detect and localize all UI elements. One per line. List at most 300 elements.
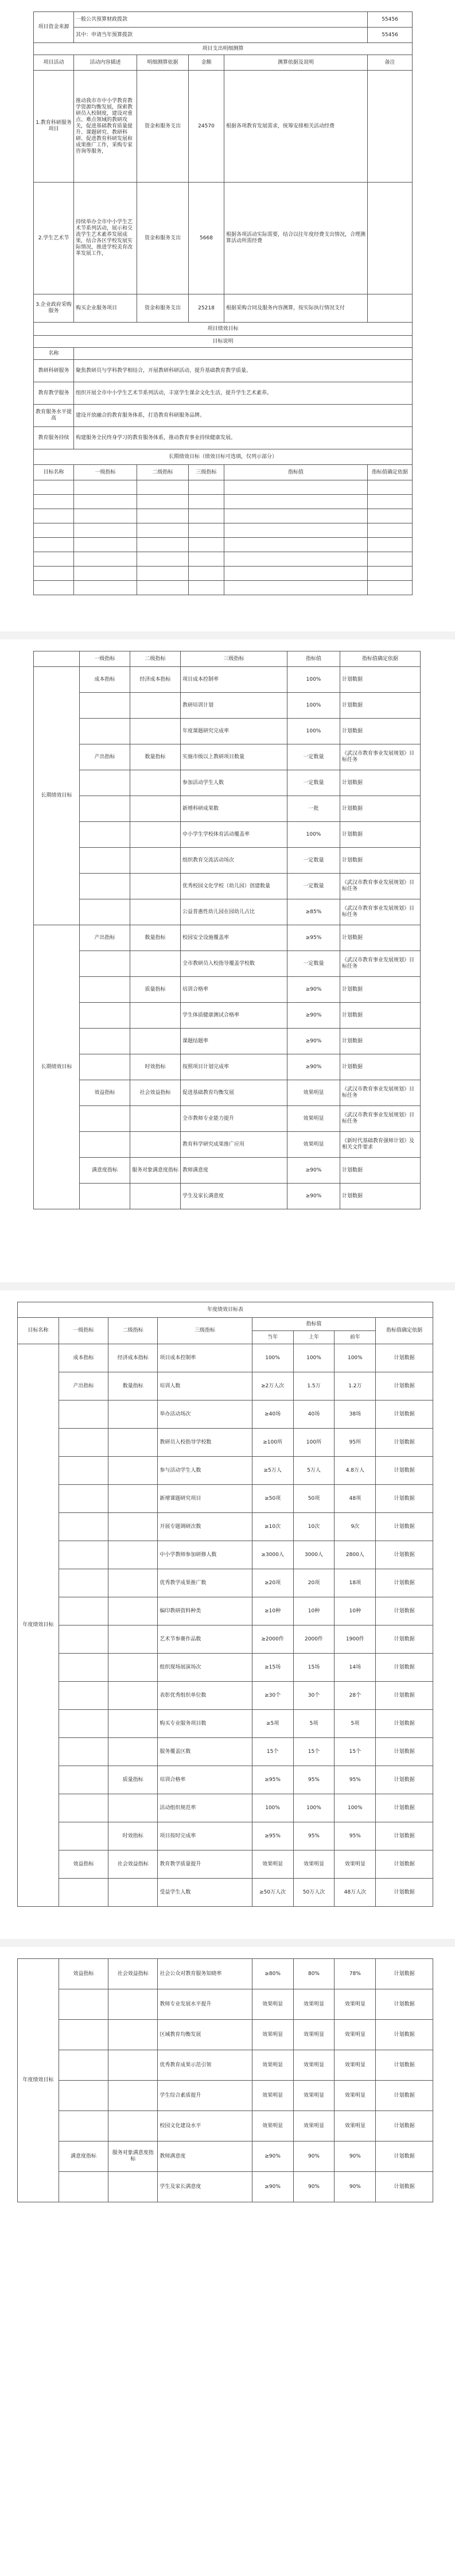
indicator-basis: 《武汉市教育事业发展规划》目标任务 [340, 899, 421, 925]
activity-description: 推动我市市中小学教育教学资源均衡发展，探索教研员入校制度，建设对重点、难点领域的教研攻关，促进基础教育质量提升、课题研究、教研科研、促进教育科研发展和成果推广工作，采购专家咨询等服务， [74, 71, 137, 183]
kpi-row [34, 1158, 421, 1184]
target-name: 教育服务水平提高 [34, 405, 74, 427]
level3-indicator: 新增科研成果数 [181, 796, 287, 822]
table-cell [137, 538, 189, 552]
indicator-value: ≥90% [287, 1184, 340, 1209]
level2-indicator [130, 770, 181, 796]
table-cell [74, 348, 413, 360]
indicator-value: 效果明显 [293, 2111, 335, 2142]
level2-indicator [108, 2111, 158, 2142]
column-header: 测算依据及说明 [224, 55, 368, 71]
column-header: 指标值确定依据 [376, 1318, 433, 1344]
kpi-row [18, 1654, 433, 1682]
table-cell [189, 538, 224, 552]
header-row [34, 348, 413, 360]
indicator-value: 效果明显 [335, 2111, 376, 2142]
level3-indicator: 学生体质健康测试合格率 [181, 1003, 287, 1029]
long-term-kpi-table [33, 651, 421, 1209]
level2-indicator [108, 1513, 158, 1541]
indicator-value: 48万人次 [335, 1879, 376, 1907]
indicator-value: 80% [293, 1959, 335, 1989]
kpi-row [34, 1132, 421, 1158]
indicator-basis: 计划数据 [376, 1766, 433, 1794]
level1-indicator [59, 1682, 108, 1710]
table-cell [74, 538, 137, 552]
level3-indicator: 社会公众对教育服务知晓率 [158, 1959, 252, 1989]
kpi-row [34, 667, 421, 693]
level3-indicator: 举办活动场次 [158, 1400, 252, 1429]
level2-indicator: 时效指标 [108, 1822, 158, 1850]
indicator-value: 效果明显 [287, 1106, 340, 1132]
indicator-value: ≥95% [252, 1766, 293, 1794]
kpi-row [18, 1682, 433, 1710]
level3-indicator: 活动组织规范率 [158, 1794, 252, 1822]
kpi-row [18, 1597, 433, 1625]
indicator-value: ≥95% [287, 925, 340, 951]
indicator-value: 效果明显 [287, 1080, 340, 1106]
kpi-row [18, 1344, 433, 1372]
kpi-row [34, 848, 421, 874]
level2-indicator [130, 719, 181, 744]
level2-indicator [108, 1738, 158, 1766]
column-header: 三级指标 [158, 1318, 252, 1344]
kpi-row [18, 2081, 433, 2111]
level1-indicator [80, 874, 130, 899]
table-cell [368, 581, 413, 595]
level3-indicator: 按照项目计划完成率 [181, 1054, 287, 1080]
activity-basis: 资金和服务支出 [137, 294, 189, 323]
level3-indicator: 优秀校园文化学校（幼儿园）创建数量 [181, 874, 287, 899]
indicator-value: 9次 [335, 1513, 376, 1541]
kpi-row [18, 1513, 433, 1541]
level2-indicator: 社会效益指标 [108, 1959, 158, 1989]
level2-indicator: 数量指标 [130, 925, 181, 951]
column-header: 明细测算依据 [137, 55, 189, 71]
indicator-value: ≥15场 [252, 1654, 293, 1682]
level1-indicator [80, 770, 130, 796]
indicator-basis: 计划数据 [340, 1003, 421, 1029]
table-cell [224, 523, 368, 538]
page-4 [0, 1947, 455, 2576]
kpi-note: 长期绩效目标（绩效目标可选填，仅列示部分） [34, 449, 413, 465]
level1-indicator [80, 1184, 130, 1209]
fund-value: 55456 [368, 28, 413, 43]
table-cell [224, 509, 368, 523]
activity-note [368, 71, 413, 183]
kpi-row [18, 1989, 433, 2020]
level3-indicator: 参加活动学生人数 [181, 770, 287, 796]
table-cell [137, 495, 189, 509]
indicator-value: 100% [335, 1344, 376, 1372]
kpi-row [34, 925, 421, 951]
level2-indicator [130, 1029, 181, 1054]
indicator-value: 3000人 [293, 1541, 335, 1569]
level3-indicator: 教师满意度 [181, 1158, 287, 1184]
indicator-value: 效果明显 [293, 1850, 335, 1879]
indicator-value: 效果明显 [293, 2020, 335, 2050]
level1-indicator [80, 1054, 130, 1080]
indicator-value: 效果明显 [293, 1989, 335, 2020]
table-cell [74, 480, 137, 495]
level2-indicator [108, 2020, 158, 2050]
kpi-row [34, 1080, 421, 1106]
kpi-row [34, 1003, 421, 1029]
column-subheader: 当年 [252, 1331, 293, 1344]
level1-indicator [59, 1541, 108, 1569]
table-cell [34, 523, 74, 538]
indicator-basis: 计划数据 [376, 1457, 433, 1485]
level3-indicator: 课题结题率 [181, 1029, 287, 1054]
indicator-value: ≥90% [252, 2172, 293, 2202]
indicator-value: 78% [335, 1959, 376, 1989]
level2-indicator [108, 1989, 158, 2020]
kpi-row [18, 2020, 433, 2050]
level2-indicator: 服务对象满意度指标 [108, 2142, 158, 2172]
level2-indicator [108, 1400, 158, 1429]
level3-indicator: 公益普惠性幼儿园在园幼儿占比 [181, 899, 287, 925]
kpi-row [18, 1879, 433, 1907]
indicator-basis: 计划数据 [376, 1541, 433, 1569]
level2-indicator: 质量指标 [130, 977, 181, 1003]
level2-indicator: 服务对象满意度指标 [130, 1158, 181, 1184]
target-name: 教研科研服务 [34, 360, 74, 382]
column-header: 二级指标 [137, 465, 189, 480]
header-row [34, 465, 413, 480]
indicator-value: 1900件 [335, 1625, 376, 1654]
indicator-basis: 计划数据 [376, 1989, 433, 2020]
indicator-value: 效果明显 [335, 1850, 376, 1879]
level2-indicator: 经济成本指标 [108, 1344, 158, 1372]
table-cell [368, 509, 413, 523]
level2-indicator [108, 2081, 158, 2111]
indicator-basis: 计划数据 [340, 796, 421, 822]
indicator-basis: 计划数据 [340, 1184, 421, 1209]
table-cell [224, 581, 368, 595]
kpi-row [34, 899, 421, 925]
indicator-basis: 计划数据 [340, 977, 421, 1003]
column-header: 三级指标 [181, 651, 287, 667]
level3-indicator: 组织教育交流活动场次 [181, 848, 287, 874]
level1-indicator: 效益指标 [59, 1850, 108, 1879]
level1-indicator [59, 1822, 108, 1850]
activity-note [368, 294, 413, 323]
indicator-value: 100% [252, 1344, 293, 1372]
indicator-value: 95所 [335, 1429, 376, 1457]
indicator-value: 一定数量 [287, 848, 340, 874]
level3-indicator: 艺术节参赛作品数 [158, 1625, 252, 1654]
level1-indicator [59, 1569, 108, 1597]
indicator-basis: 计划数据 [340, 693, 421, 719]
level2-indicator: 时效指标 [130, 1054, 181, 1080]
indicator-basis: 计划数据 [376, 1710, 433, 1738]
indicator-value: ≥90% [287, 1158, 340, 1184]
kpi-row [34, 822, 421, 848]
indicator-value: 48项 [335, 1485, 376, 1513]
level1-indicator [59, 2050, 108, 2081]
indicator-value: 4.8万人 [335, 1457, 376, 1485]
kpi-row [34, 1184, 421, 1209]
indicator-value: 效果明显 [335, 2081, 376, 2111]
indicator-value: 1.2万 [335, 1372, 376, 1400]
level1-indicator [80, 848, 130, 874]
level2-indicator [130, 951, 181, 977]
level3-indicator: 受益学生人数 [158, 1879, 252, 1907]
indicator-basis: 计划数据 [376, 1569, 433, 1597]
header-row [34, 55, 413, 71]
level3-indicator: 表彰优秀组织单位数 [158, 1682, 252, 1710]
indicator-value: 100% [287, 667, 340, 693]
table-cell [368, 538, 413, 552]
indicator-value: 1.5万 [293, 1372, 335, 1400]
level3-indicator: 参与活动学生人数 [158, 1457, 252, 1485]
level3-indicator: 项目成本控制率 [158, 1344, 252, 1372]
level2-indicator [108, 1625, 158, 1654]
level2-indicator [108, 1794, 158, 1822]
indicator-value: 90% [293, 2142, 335, 2172]
level1-indicator [80, 977, 130, 1003]
indicator-basis: 计划数据 [376, 1822, 433, 1850]
level2-indicator: 数量指标 [130, 744, 181, 770]
kpi-row [34, 719, 421, 744]
kpi-row [34, 796, 421, 822]
indicator-value: 效果明显 [335, 2050, 376, 2081]
fund-name: 一般公共预算财政拨款 [74, 12, 368, 28]
indicator-value: 效果明显 [293, 2050, 335, 2081]
table-cell [189, 495, 224, 509]
indicator-basis: 计划数据 [340, 1029, 421, 1054]
kpi-row [18, 1766, 433, 1794]
page-separator [0, 631, 455, 639]
table-cell [74, 552, 137, 567]
table-cell [74, 523, 137, 538]
table-cell [74, 567, 137, 581]
indicator-value: 14场 [335, 1654, 376, 1682]
indicator-basis: 计划数据 [376, 2111, 433, 2142]
table-cell [74, 495, 137, 509]
level2-indicator [130, 874, 181, 899]
level1-indicator [80, 1029, 130, 1054]
header-row [18, 1318, 433, 1331]
column-header: 备注 [368, 55, 413, 71]
level3-indicator: 年度课题研究完成率 [181, 719, 287, 744]
indicator-value: 50项 [293, 1485, 335, 1513]
level3-indicator: 教研培训计划 [181, 693, 287, 719]
indicator-basis: 计划数据 [340, 770, 421, 796]
fund-label: 项目资金来源 [34, 12, 74, 43]
level1-indicator [59, 1597, 108, 1625]
indicator-value: ≥10次 [252, 1513, 293, 1541]
level2-indicator [130, 1106, 181, 1132]
level2-indicator: 社会效益指标 [130, 1080, 181, 1106]
table-cell [34, 495, 74, 509]
indicator-value: 100% [293, 1794, 335, 1822]
activity-row [34, 294, 413, 323]
level2-indicator [108, 1682, 158, 1710]
indicator-basis: 计划数据 [340, 822, 421, 848]
indicator-value: 一批 [287, 796, 340, 822]
indicator-value: 100% [293, 1344, 335, 1372]
level1-indicator [59, 2020, 108, 2050]
indicator-value: 100% [287, 822, 340, 848]
level1-indicator: 产出指标 [80, 925, 130, 951]
column-header: 金额 [189, 55, 224, 71]
indicator-basis: 计划数据 [376, 1485, 433, 1513]
indicator-basis: 《武汉市教育事业发展规划》目标任务 [340, 1080, 421, 1106]
level1-indicator: 产出指标 [59, 1372, 108, 1400]
level2-indicator [130, 848, 181, 874]
table-cell [368, 567, 413, 581]
indicator-value: 2800人 [335, 1541, 376, 1569]
level1-indicator: 产出指标 [80, 744, 130, 770]
level2-indicator [108, 1597, 158, 1625]
indicator-value: 效果明显 [252, 2081, 293, 2111]
indicator-basis: 《武汉市教育事业发展规划》目标任务 [340, 951, 421, 977]
level1-indicator [59, 1738, 108, 1766]
column-header: 一级指标 [59, 1318, 108, 1344]
table-cell [224, 495, 368, 509]
target-group: 长期绩效目标 [34, 667, 80, 925]
column-header: 指标值 [252, 1318, 376, 1331]
indicator-value: ≥90% [287, 1029, 340, 1054]
indicator-value: 100% [252, 1794, 293, 1822]
indicator-basis: 计划数据 [376, 1794, 433, 1822]
column-header: 活动内容描述 [74, 55, 137, 71]
indicator-value: 95% [293, 1766, 335, 1794]
kpi-row [34, 1106, 421, 1132]
table-cell [189, 523, 224, 538]
section-title-row [34, 336, 413, 348]
indicator-value: ≥85% [287, 899, 340, 925]
page-1 [0, 0, 455, 631]
indicator-basis: 计划数据 [376, 1372, 433, 1400]
indicator-value: 30个 [293, 1682, 335, 1710]
level3-indicator: 优秀教育成果示范引领 [158, 2050, 252, 2081]
fund-name: 其中：申请当年预算拨款 [74, 28, 368, 43]
annual-kpi-table-continued [17, 1958, 433, 2202]
level2-indicator [130, 1184, 181, 1209]
indicator-basis: 计划数据 [376, 1597, 433, 1625]
target-row [34, 382, 413, 405]
level2-indicator [130, 693, 181, 719]
level1-indicator [59, 1989, 108, 2020]
activity-amount: 5668 [189, 183, 224, 294]
indicator-basis: 计划数据 [376, 1738, 433, 1766]
project-expense-table [33, 11, 413, 595]
target-text: 组织开展全市中小学生艺术节系列活动，丰富学生课余文化生活，提升学生艺术素养。 [74, 382, 413, 405]
activity-basis: 资金和服务支出 [137, 71, 189, 183]
level3-indicator: 编印教研资料种类 [158, 1597, 252, 1625]
kpi-row [18, 1485, 433, 1513]
target-group: 年度绩效目标 [18, 1959, 59, 2202]
level1-indicator [80, 899, 130, 925]
level1-indicator [59, 1879, 108, 1907]
level1-indicator [80, 1132, 130, 1158]
indicator-value: 100% [335, 1794, 376, 1822]
indicator-value: 10种 [335, 1597, 376, 1625]
column-header: 一级指标 [74, 465, 137, 480]
indicator-value: 效果明显 [252, 1989, 293, 2020]
indicator-basis: 计划数据 [376, 1850, 433, 1879]
indicator-value: ≥5项 [252, 1710, 293, 1738]
level2-indicator [130, 1132, 181, 1158]
indicator-value: 95% [335, 1822, 376, 1850]
level1-indicator [80, 1003, 130, 1029]
indicator-value: 95% [293, 1822, 335, 1850]
table-cell [74, 581, 137, 595]
section-title: 项目支出明细测算 [34, 43, 413, 55]
indicator-value: 95% [335, 1766, 376, 1794]
level1-indicator [59, 2081, 108, 2111]
level1-indicator: 效益指标 [59, 1959, 108, 1989]
table-cell [224, 480, 368, 495]
table-cell [189, 509, 224, 523]
level3-indicator: 项目成本控制率 [181, 667, 287, 693]
target-name: 教育教学服务 [34, 382, 74, 405]
indicator-value: ≥5万人 [252, 1457, 293, 1485]
column-header: 名称 [34, 348, 74, 360]
kpi-row [18, 1569, 433, 1597]
level1-indicator: 成本指标 [59, 1344, 108, 1372]
indicator-value: 18项 [335, 1569, 376, 1597]
indicator-value: 15场 [293, 1654, 335, 1682]
indicator-value: ≥30个 [252, 1682, 293, 1710]
level2-indicator [108, 1429, 158, 1457]
indicator-value: ≥100所 [252, 1429, 293, 1457]
indicator-value: ≥90% [287, 1003, 340, 1029]
kpi-row [18, 1541, 433, 1569]
indicator-value: 一定数量 [287, 770, 340, 796]
level1-indicator: 满意度指标 [80, 1158, 130, 1184]
kpi-row [34, 770, 421, 796]
kpi-row [34, 1054, 421, 1080]
level1-indicator [59, 2111, 108, 2142]
level3-indicator: 新增课题研究项目 [158, 1485, 252, 1513]
indicator-basis: 计划数据 [340, 1054, 421, 1080]
table-cell [34, 581, 74, 595]
level3-indicator: 教师专业发展水平提升 [158, 1989, 252, 2020]
level2-indicator [108, 1457, 158, 1485]
indicator-value: ≥80% [252, 1959, 293, 1989]
kpi-row [18, 1794, 433, 1822]
note-row [34, 449, 413, 465]
table-cell [368, 495, 413, 509]
header-row [34, 651, 421, 667]
level3-indicator: 校园安全设施覆盖率 [181, 925, 287, 951]
page-2 [0, 639, 455, 1282]
blank-row [34, 552, 413, 567]
column-subheader: 上年 [293, 1331, 335, 1344]
kpi-row [34, 874, 421, 899]
fund-value: 55456 [368, 12, 413, 28]
indicator-value: ≥10种 [252, 1597, 293, 1625]
level2-indicator [130, 899, 181, 925]
activity-name: 1.教育科研服务项目 [34, 71, 74, 183]
indicator-value: 28个 [335, 1682, 376, 1710]
indicator-value: ≥95% [252, 1822, 293, 1850]
indicator-basis: 《武汉市教育事业发展规划》目标任务 [340, 874, 421, 899]
level1-indicator [80, 822, 130, 848]
table-cell [34, 480, 74, 495]
level3-indicator: 中小学生学校体育活动覆盖率 [181, 822, 287, 848]
kpi-row [18, 1850, 433, 1879]
indicator-basis: 《武汉市教育事业发展规划》目标任务 [340, 744, 421, 770]
level1-indicator: 效益指标 [80, 1080, 130, 1106]
blank-row [34, 567, 413, 581]
indicator-basis: 计划数据 [376, 2050, 433, 2081]
section-title-row [34, 43, 413, 55]
table-cell [189, 552, 224, 567]
indicator-value: 一定数量 [287, 951, 340, 977]
